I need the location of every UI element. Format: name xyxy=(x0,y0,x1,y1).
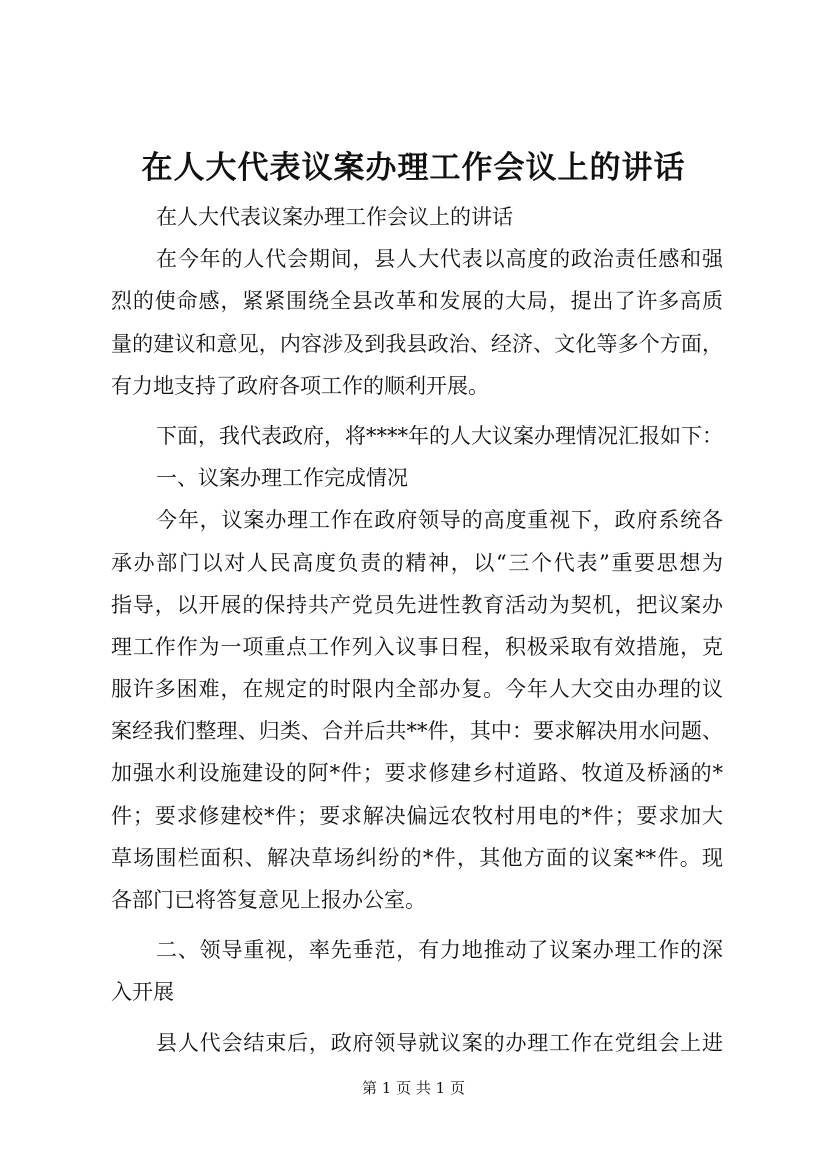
document-title: 在人大代表议案办理工作会议上的讲话 xyxy=(141,150,686,186)
section-heading: 二、领导重视，率先垂范，有力地推动了议案办理工作的深 xyxy=(156,938,723,963)
paragraph-line: 在今年的人代会期间，县人大代表以高度的政治责任感和强 xyxy=(156,247,723,272)
paragraph-line: 指导，以开展的保持共产党员先进性教育活动为契机，把议案办 xyxy=(111,592,723,617)
page-number-footer: 第 1 页 共 1 页 xyxy=(362,1079,465,1097)
paragraph-line: 件；要求修建校*件；要求解决偏远农牧村用电的*件；要求加大 xyxy=(111,803,723,828)
subtitle-line: 在人大代表议案办理工作会议上的讲话 xyxy=(156,205,513,229)
section-heading-continued: 入开展 xyxy=(111,980,174,1005)
paragraph-line: 量的建议和意见，内容涉及到我县政治、经济、文化等多个方面， xyxy=(111,331,723,356)
paragraph-line: 烈的使命感，紧紧围绕全县改革和发展的大局，提出了许多高质 xyxy=(111,289,723,314)
paragraph-line: 各部门已将答复意见上报办公室。 xyxy=(111,888,426,912)
section-heading: 一、议案办理工作完成情况 xyxy=(156,466,408,491)
document-body xyxy=(111,196,723,1064)
paragraph-line: 下面，我代表政府，将****年的人大议案办理情况汇报如下： xyxy=(156,423,723,448)
paragraph-line: 县人代会结束后，政府领导就议案的办理工作在党组会上进 xyxy=(156,1030,723,1055)
paragraph-line: 今年，议案办理工作在政府领导的高度重视下，政府系统各 xyxy=(156,508,723,533)
paragraph-line: 承办部门以对人民高度负责的精神，以“三个代表”重要思想为 xyxy=(111,550,723,575)
paragraph-line: 理工作作为一项重点工作列入议事日程，积极采取有效措施，克 xyxy=(111,634,723,659)
paragraph-line: 加强水利设施建设的阿*件；要求修建乡村道路、牧道及桥涵的* xyxy=(111,761,723,786)
paragraph-line: 有力地支持了政府各项工作的顺利开展。 xyxy=(111,373,489,398)
paragraph-line: 服许多困难，在规定的时限内全部办复。今年人大交由办理的议 xyxy=(111,677,723,702)
paragraph-line: 案经我们整理、归类、合并后共**件，其中：要求解决用水问题、 xyxy=(111,719,723,744)
paragraph-line: 草场围栏面积、解决草场纠纷的*件，其他方面的议案**件。现 xyxy=(111,845,723,870)
